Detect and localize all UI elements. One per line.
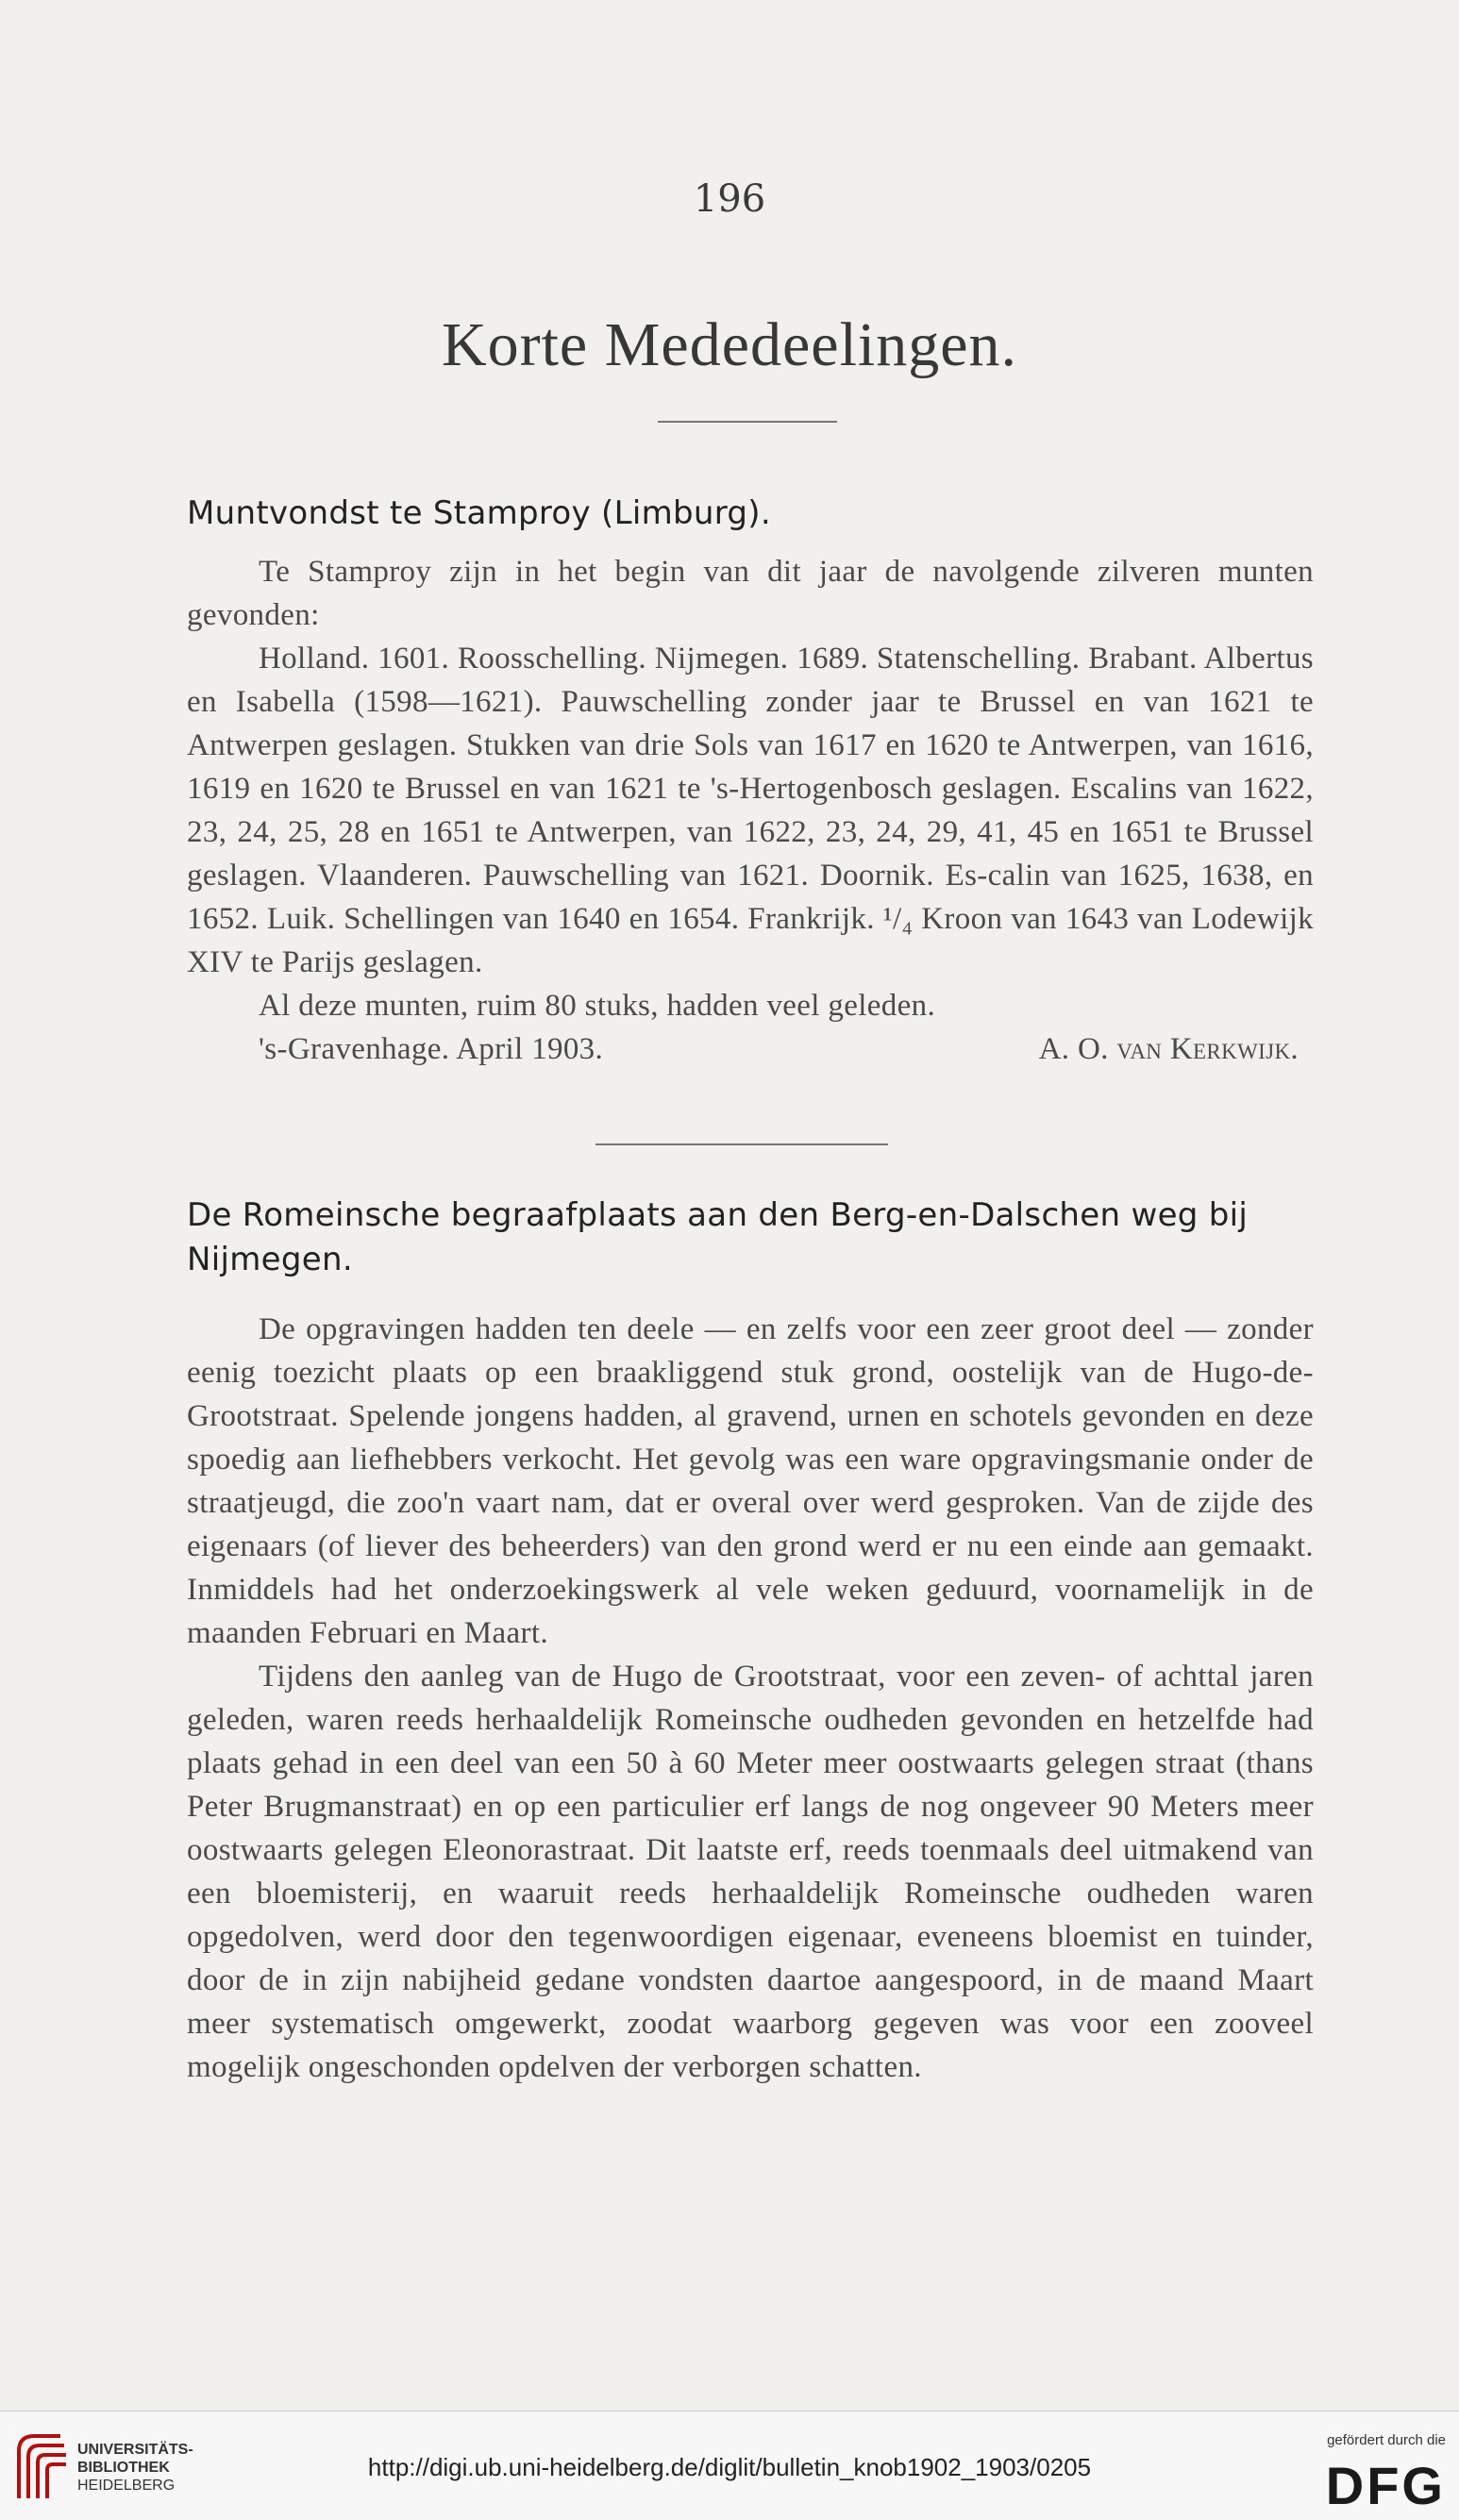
- section1-heading: Muntvondst te Stamproy (Limburg).: [187, 494, 771, 532]
- section1-paragraph: Al deze munten, ruim 80 stuks, hadden veel geleden.: [259, 989, 936, 1023]
- institution-name: UNIVERSITÄTS- BIBLIOTHEK HEIDELBERG: [77, 2442, 193, 2494]
- author-name: A. O. van Kerkwijk.: [1038, 1032, 1299, 1066]
- section2-paragraph: De opgravingen hadden ten deele — en zelfs voor een zeer groot deel — zonder eenig toezicht plaats op een braakliggend stuk grond, oostelijk van de Hugo-de-Grootstraat. Spelende jongens hadden, al gravend, urnen en schotels gevonden en deze spoedig aan liefhebbers verkocht. Het gevolg was een ware opgravingsmanie onder de straatjeugd, die zoo'n vaart nam, dat er overal over werd gesproken. Van de zijde des eigenaars (of liever des beheerders) van den grond werd er nu een einde aan gemaakt. Inmiddels had het onderzoekingswerk al vele weken geduurd, voornamelijk in de maanden Februari en Maart.: [187, 1312, 1314, 1650]
- section1-signoff: [187, 1027, 1314, 1071]
- title-divider: [658, 421, 837, 423]
- permalink-url[interactable]: http://digi.ub.uni-heidelberg.de/diglit/bulletin_knob1902_1903/0205: [367, 2453, 1092, 2481]
- page-number: 196: [693, 177, 766, 221]
- section1-body: [187, 550, 1314, 1071]
- dfg-logo: DFG: [1325, 2456, 1446, 2515]
- digitization-footer: [0, 2411, 1459, 2520]
- place-date: 's-Gravenhage. April 1903.: [259, 1032, 604, 1066]
- section-divider: [595, 1143, 888, 1145]
- funded-by-label: gefördert durch die: [1327, 2432, 1446, 2448]
- section2-body: [187, 1308, 1314, 2089]
- section1-paragraph: Te Stamproy zijn in het begin van dit jaar de navolgende zilveren munten gevonden:: [187, 555, 1314, 632]
- section2-paragraph: Tijdens den aanleg van de Hugo de Grootstraat, voor een zeven- of achttal jaren geleden, waren reeds herhaaldelijk Romeinsche oudheden gevonden en hetzelfde had plaats gehad in een deel van een 50 à 60 Meter meer oostwaarts gelegen straat (thans Peter Brugmanstraat) en op een particulier erf langs de nog ongeveer 90 Meters meer oostwaarts gelegen Eleonorastraat. Dit laatste erf, reeds toenmaals deel uitmakend van een bloemisterij, en waaruit reeds herhaaldelijk Romeinsche oudheden waren opgedolven, werd door den tegenwoordigen eigenaar, eveneens bloemist en tuinder, door de in zijn nabijheid gedane vondsten daartoe aangespoord, in de maand Maart meer systematisch omgewerkt, zoodat waarborg gegeven was voor een zooveel mogelijk ongeschonden opdelven der verborgen schatten.: [187, 1660, 1314, 2084]
- page-title: Korte Mededeelingen.: [441, 310, 1018, 379]
- section2-heading: De Romeinsche begraafplaats aan den Berg-en-Dalschen weg bij Nijmegen.: [187, 1196, 1249, 1278]
- section1-paragraph: Holland. 1601. Roosschelling. Nijmegen. 1689. Statenschelling. Brabant. Albertus en Isabella (1598—1621). Pauwschelling zonder jaar te Brussel en van 1621 te Antwerpen geslagen. Stukken van drie Sols van 1617 en 1620 te Antwerpen, van 1616, 1619 en 1620 te Brussel en van 1621 te 's-Hertogenbosch geslagen. Escalins van 1622, 23, 24, 25, 28 en 1651 te Antwerpen, van 1622, 23, 24, 29, 41, 45 en 1651 te Brussel geslagen. Vlaanderen. Pauwschelling van 1621. Doornik. Es-calin van 1625, 1638, en 1652. Luik. Schellingen van 1640 en 1654. Frankrijk. ¹/₄ Kroon van 1643 van Lodewijk XIV te Parijs geslagen.: [187, 642, 1314, 979]
